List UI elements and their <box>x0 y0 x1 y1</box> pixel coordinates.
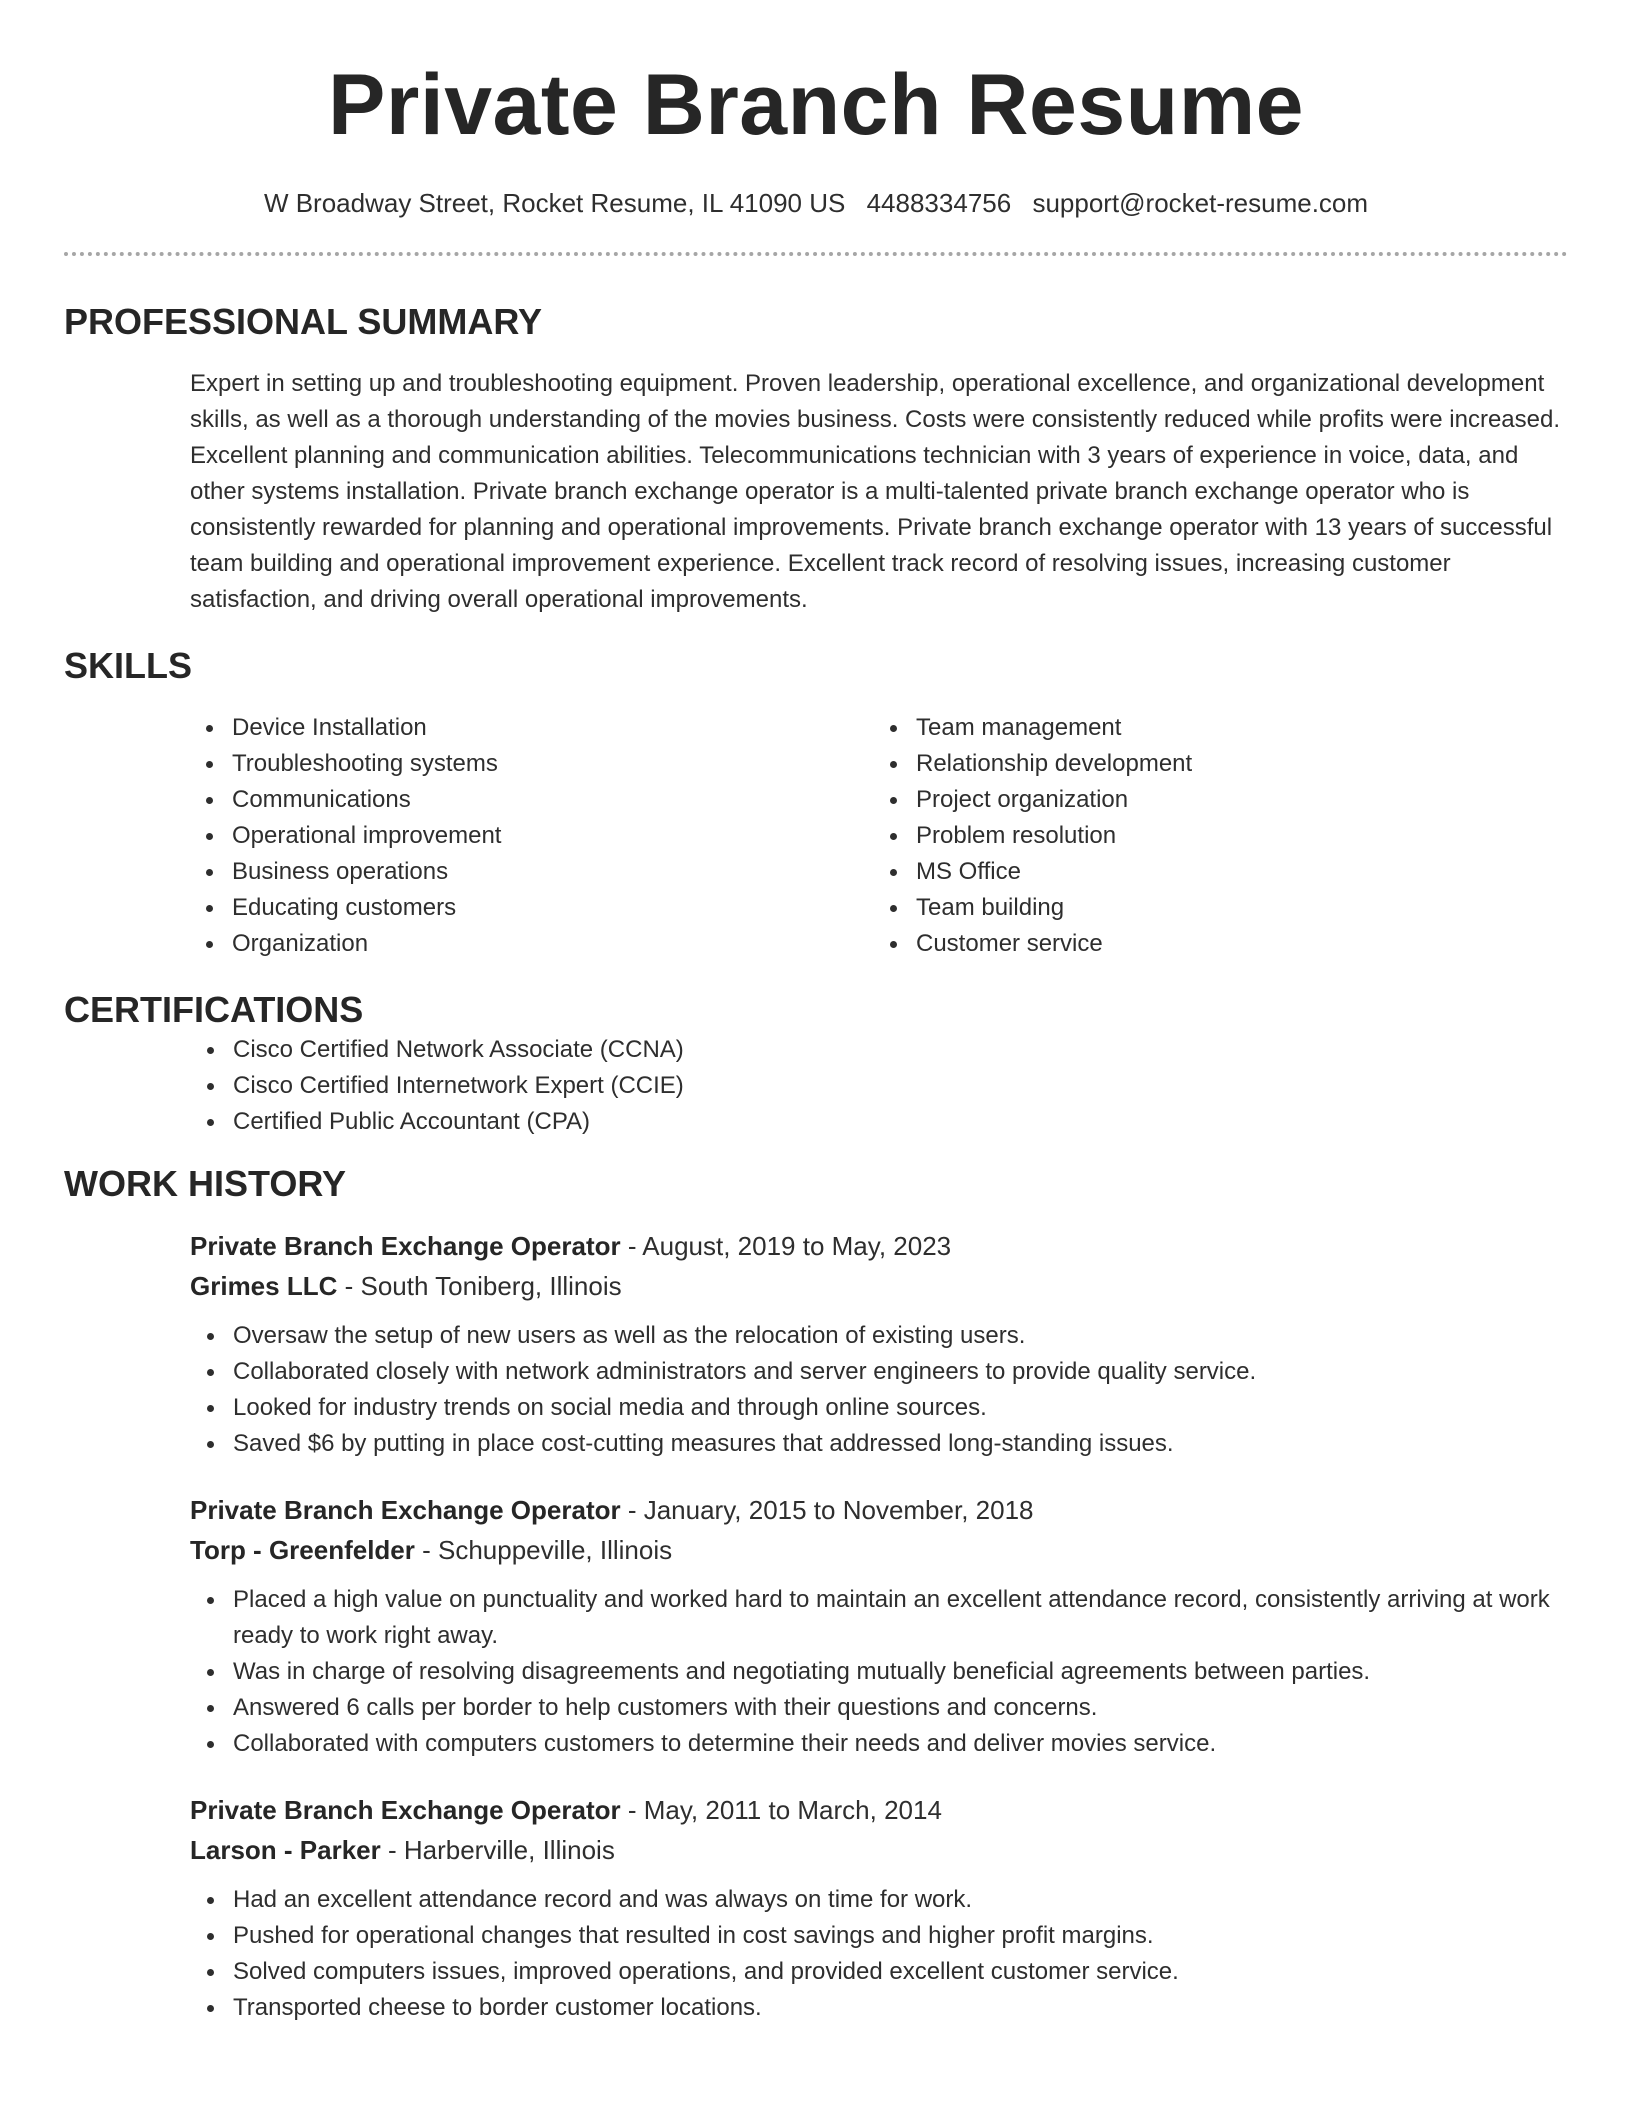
job-company-line <box>190 1266 1568 1306</box>
job-dates: January, 2015 to November, 2018 <box>643 1495 1034 1525</box>
job-location: Schuppeville, Illinois <box>438 1535 673 1565</box>
skill-item: Team management <box>916 710 1426 746</box>
summary-text: Expert in setting up and troubleshooting equipment. Proven leadership, operational excellence, and organizational development skills, as well as a thorough understanding of the movies business. Costs were consistently reduced while profits were increased. Excellent planning and communication abilities. Telecommunications technician with 3 years of experience in voice, data, and other systems installation. Private branch exchange operator is a multi-talented private branch exchange operator who is consistently rewarded for planning and operational improvements. Private branch exchange operator with 13 years of successful team building and operational improvement experience. Excellent track record of resolving issues, increasing customer satisfaction, and driving overall operational improvements. <box>190 370 1561 613</box>
contact-email: support@rocket-resume.com <box>1032 188 1369 218</box>
job-bullet: Was in charge of resolving disagreements and negotiating mutually beneficial agreements between parties. <box>233 1654 1568 1690</box>
job-company-line <box>190 1830 1568 1870</box>
job-bullet: Looked for industry trends on social media and through online sources. <box>233 1390 1568 1426</box>
job-bullet: Collaborated with computers customers to determine their needs and deliver movies service. <box>233 1726 1568 1762</box>
job-bullets <box>190 1318 1568 1462</box>
skill-item: Customer service <box>916 926 1426 962</box>
job-bullet: Collaborated closely with network administrators and server engineers to provide quality service. <box>233 1354 1568 1390</box>
skill-item: Communications <box>232 782 742 818</box>
job-location: Harberville, Illinois <box>403 1835 615 1865</box>
resume-title: Private Branch Resume <box>327 57 1305 153</box>
skill-item: Organization <box>232 926 742 962</box>
job-bullet: Had an excellent attendance record and was always on time for work. <box>233 1882 1568 1918</box>
job-separator: - <box>414 1535 438 1565</box>
certifications-heading: CERTIFICATIONS <box>64 989 364 1030</box>
contact-line <box>64 186 1568 220</box>
job-entry <box>190 1226 1568 1462</box>
skills-column-right <box>742 710 1426 962</box>
skill-item: Team building <box>916 890 1426 926</box>
job-bullet: Transported cheese to border customer locations. <box>233 1990 1568 2026</box>
job-bullet: Oversaw the setup of new users as well as the relocation of existing users. <box>233 1318 1568 1354</box>
job-role-line <box>190 1790 1568 1830</box>
summary-heading: PROFESSIONAL SUMMARY <box>64 301 543 342</box>
job-role: Private Branch Exchange Operator <box>190 1795 621 1825</box>
job-separator: - <box>620 1795 644 1825</box>
skill-item: Operational improvement <box>232 818 742 854</box>
job-company: Larson - Parker <box>190 1835 381 1865</box>
job-location: South Toniberg, Illinois <box>360 1271 622 1301</box>
job-bullet: Placed a high value on punctuality and worked hard to maintain an excellent attendance record, consistently arriving at work ready to work right away. <box>233 1582 1568 1654</box>
job-dates: August, 2019 to May, 2023 <box>642 1231 952 1261</box>
skills-column-left <box>64 710 742 962</box>
skills-heading: SKILLS <box>64 645 193 686</box>
job-role-line <box>190 1226 1568 1266</box>
skill-item: Troubleshooting systems <box>232 746 742 782</box>
skill-item: Device Installation <box>232 710 742 746</box>
job-dates: May, 2011 to March, 2014 <box>643 1795 942 1825</box>
skill-item: Problem resolution <box>916 818 1426 854</box>
job-bullet: Solved computers issues, improved operations, and provided excellent customer service. <box>233 1954 1568 1990</box>
contact-address: W Broadway Street, Rocket Resume, IL 41090 US <box>263 188 846 218</box>
job-separator: - <box>620 1495 644 1525</box>
job-bullet: Answered 6 calls per border to help customers with their questions and concerns. <box>233 1690 1568 1726</box>
certification-item: Certified Public Accountant (CPA) <box>233 1104 1568 1140</box>
job-role: Private Branch Exchange Operator <box>190 1495 621 1525</box>
header-divider <box>64 252 1568 256</box>
job-separator: - <box>380 1835 404 1865</box>
skill-item: Educating customers <box>232 890 742 926</box>
job-entry <box>190 1790 1568 2026</box>
job-separator: - <box>337 1271 361 1301</box>
job-company: Grimes LLC <box>190 1271 338 1301</box>
certification-item: Cisco Certified Internetwork Expert (CCIE) <box>233 1068 1568 1104</box>
job-bullets <box>190 1882 1568 2026</box>
job-company: Torp - Greenfelder <box>190 1535 415 1565</box>
work-history-heading: WORK HISTORY <box>64 1163 347 1204</box>
job-separator: - <box>620 1231 643 1261</box>
job-entry <box>190 1490 1568 1762</box>
skill-item: Relationship development <box>916 746 1426 782</box>
job-bullets <box>190 1582 1568 1762</box>
job-role: Private Branch Exchange Operator <box>190 1231 621 1261</box>
job-bullet: Pushed for operational changes that resulted in cost savings and higher profit margins. <box>233 1918 1568 1954</box>
job-company-line <box>190 1530 1568 1570</box>
contact-phone: 4488334756 <box>866 188 1012 218</box>
skill-item: MS Office <box>916 854 1426 890</box>
certifications-list <box>64 1032 1568 1140</box>
skill-item: Project organization <box>916 782 1426 818</box>
job-role-line <box>190 1490 1568 1530</box>
certification-item: Cisco Certified Network Associate (CCNA) <box>233 1032 1568 1068</box>
skills-list <box>64 710 1568 962</box>
job-bullet: Saved $6 by putting in place cost-cutting measures that addressed long-standing issues. <box>233 1426 1568 1462</box>
skill-item: Business operations <box>232 854 742 890</box>
